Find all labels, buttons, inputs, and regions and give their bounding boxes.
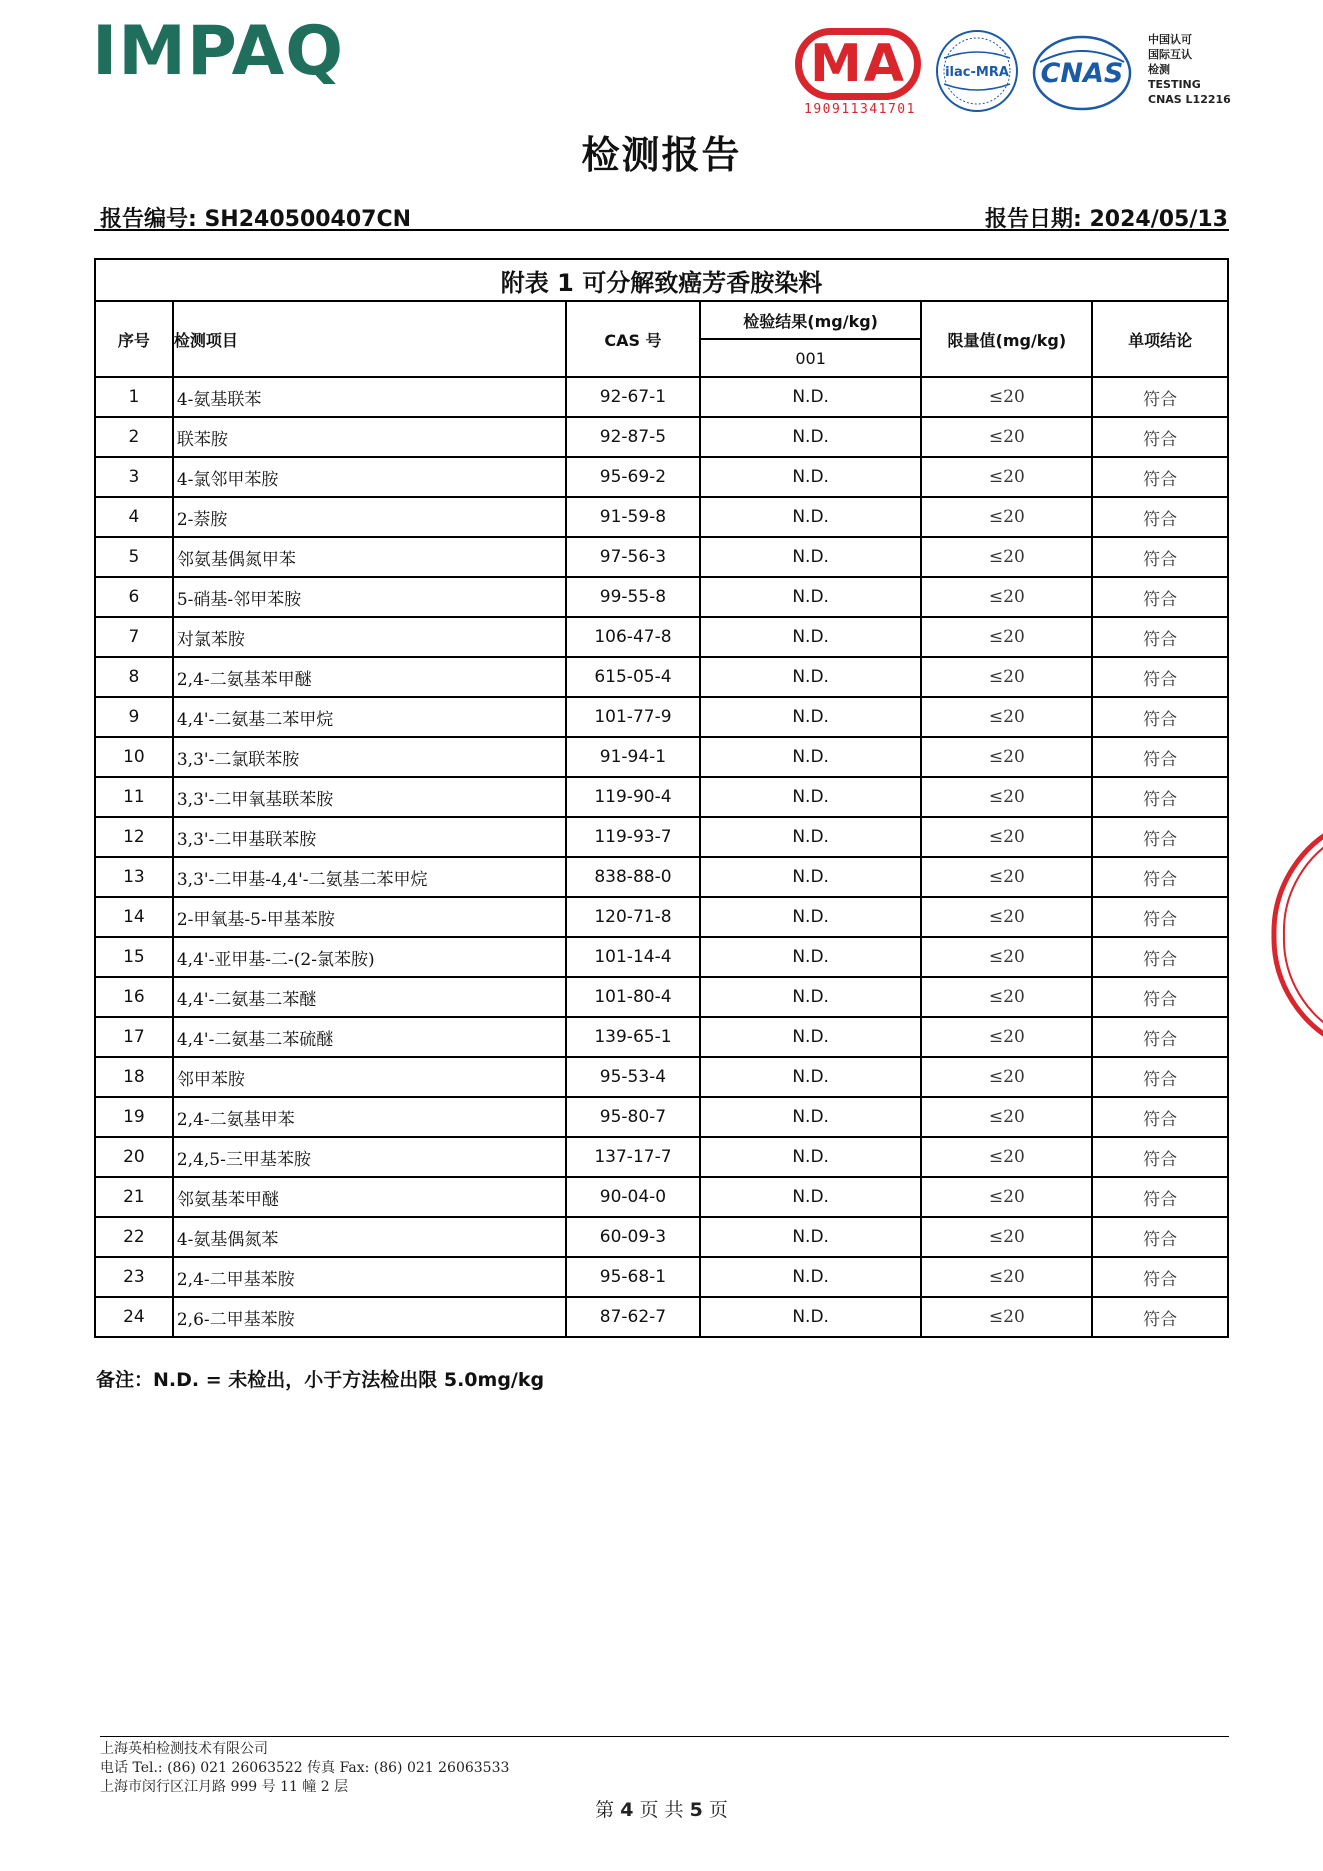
table-row [95, 737, 1228, 777]
table-row [95, 617, 1228, 657]
row-result: N.D. [700, 417, 922, 457]
header-seq: 序号 [95, 301, 173, 377]
table-row [95, 577, 1228, 617]
row-test-item: 联苯胺 [173, 417, 566, 457]
row-test-item: 2,4-二氨基苯甲醚 [173, 657, 566, 697]
table-row [95, 777, 1228, 817]
row-limit: ≤20 [921, 1297, 1092, 1337]
row-number: 12 [95, 817, 173, 857]
row-cas-number: 92-87-5 [566, 417, 700, 457]
row-limit: ≤20 [921, 657, 1092, 697]
row-number: 16 [95, 977, 173, 1017]
cnas-line: 检测 [1148, 63, 1170, 76]
impaq-logo [92, 12, 344, 91]
ilac-mra-mark [934, 28, 1020, 114]
row-number: 6 [95, 577, 173, 617]
row-conclusion: 符合 [1092, 617, 1228, 657]
row-cas-number: 87-62-7 [566, 1297, 700, 1337]
document-title: 检测报告 [581, 133, 742, 177]
row-number: 18 [95, 1057, 173, 1097]
row-cas-number: 97-56-3 [566, 537, 700, 577]
row-limit: ≤20 [921, 817, 1092, 857]
page-current: 4 [620, 1799, 634, 1821]
table-row [95, 537, 1228, 577]
row-result: N.D. [700, 1297, 922, 1337]
row-limit: ≤20 [921, 1177, 1092, 1217]
row-test-item: 2-萘胺 [173, 497, 566, 537]
row-result: N.D. [700, 857, 922, 897]
row-result: N.D. [700, 817, 922, 857]
row-cas-number: 101-80-4 [566, 977, 700, 1017]
row-conclusion: 符合 [1092, 577, 1228, 617]
row-conclusion: 符合 [1092, 1177, 1228, 1217]
table-row [95, 817, 1228, 857]
table-row [95, 377, 1228, 417]
row-conclusion: 符合 [1092, 697, 1228, 737]
row-limit: ≤20 [921, 1057, 1092, 1097]
row-number: 17 [95, 1017, 173, 1057]
header-sample-id: 001 [700, 339, 922, 377]
row-conclusion: 符合 [1092, 737, 1228, 777]
row-conclusion: 符合 [1092, 857, 1228, 897]
row-result: N.D. [700, 1217, 922, 1257]
row-cas-number: 95-69-2 [566, 457, 700, 497]
table-row [95, 1017, 1228, 1057]
row-test-item: 4-氯邻甲苯胺 [173, 457, 566, 497]
row-test-item: 3,3'-二甲氧基联苯胺 [173, 777, 566, 817]
page-total: 5 [689, 1799, 703, 1821]
row-result: N.D. [700, 977, 922, 1017]
row-test-item: 5-硝基-邻甲苯胺 [173, 577, 566, 617]
header-divider [94, 229, 1229, 231]
row-result: N.D. [700, 897, 922, 937]
header-item: 检测项目 [173, 301, 566, 377]
row-number: 15 [95, 937, 173, 977]
row-conclusion: 符合 [1092, 1057, 1228, 1097]
row-limit: ≤20 [921, 537, 1092, 577]
row-number: 10 [95, 737, 173, 777]
table-row [95, 1137, 1228, 1177]
row-cas-number: 60-09-3 [566, 1217, 700, 1257]
row-test-item: 2,6-二甲基苯胺 [173, 1297, 566, 1337]
table-row [95, 1257, 1228, 1297]
cma-label: MA [810, 34, 906, 94]
row-result: N.D. [700, 1017, 922, 1057]
row-conclusion: 符合 [1092, 377, 1228, 417]
row-result: N.D. [700, 617, 922, 657]
table-row [95, 1177, 1228, 1217]
row-result: N.D. [700, 537, 922, 577]
logo-text: IMPAQ [92, 12, 344, 91]
row-number: 4 [95, 497, 173, 537]
row-number: 21 [95, 1177, 173, 1217]
row-limit: ≤20 [921, 1097, 1092, 1137]
page-number [0, 1795, 1323, 1822]
row-test-item: 4-氨基联苯 [173, 377, 566, 417]
table-row [95, 937, 1228, 977]
row-conclusion: 符合 [1092, 1097, 1228, 1137]
row-cas-number: 91-94-1 [566, 737, 700, 777]
row-cas-number: 95-53-4 [566, 1057, 700, 1097]
header-cas: CAS 号 [566, 301, 700, 377]
row-result: N.D. [700, 1177, 922, 1217]
red-seal-stamp [1270, 820, 1323, 1050]
row-number: 9 [95, 697, 173, 737]
table-row [95, 497, 1228, 537]
cnas-line: CNAS L12216 [1148, 93, 1231, 106]
row-result: N.D. [700, 657, 922, 697]
table-row [95, 1217, 1228, 1257]
row-result: N.D. [700, 1097, 922, 1137]
row-limit: ≤20 [921, 497, 1092, 537]
report-number: 报告编号: SH240500407CN [100, 207, 412, 232]
row-cas-number: 91-59-8 [566, 497, 700, 537]
row-limit: ≤20 [921, 417, 1092, 457]
row-number: 19 [95, 1097, 173, 1137]
row-result: N.D. [700, 1137, 922, 1177]
row-limit: ≤20 [921, 1257, 1092, 1297]
row-limit: ≤20 [921, 697, 1092, 737]
row-test-item: 邻甲苯胺 [173, 1057, 566, 1097]
cnas-label: CNAS [1040, 58, 1124, 89]
row-cas-number: 95-80-7 [566, 1097, 700, 1137]
row-conclusion: 符合 [1092, 497, 1228, 537]
row-limit: ≤20 [921, 457, 1092, 497]
footer-divider [100, 1736, 1229, 1737]
row-cas-number: 106-47-8 [566, 617, 700, 657]
row-limit: ≤20 [921, 1017, 1092, 1057]
row-result: N.D. [700, 777, 922, 817]
footer [100, 1740, 509, 1797]
row-cas-number: 101-77-9 [566, 697, 700, 737]
cnas-mark [1032, 34, 1132, 112]
row-limit: ≤20 [921, 1217, 1092, 1257]
row-number: 7 [95, 617, 173, 657]
row-test-item: 4,4'-二氨基二苯甲烷 [173, 697, 566, 737]
row-number: 3 [95, 457, 173, 497]
table-row [95, 977, 1228, 1017]
table-row [95, 417, 1228, 457]
results-table [94, 258, 1229, 1338]
footnote: 备注：N.D. = 未检出，小于方法检出限 5.0mg/kg [96, 1369, 545, 1391]
row-result: N.D. [700, 937, 922, 977]
row-limit: ≤20 [921, 617, 1092, 657]
row-cas-number: 119-90-4 [566, 777, 700, 817]
footer-company: 上海英柏检测技术有限公司 [100, 1741, 268, 1757]
row-conclusion: 符合 [1092, 1017, 1228, 1057]
row-number: 2 [95, 417, 173, 457]
row-number: 1 [95, 377, 173, 417]
row-number: 24 [95, 1297, 173, 1337]
row-result: N.D. [700, 737, 922, 777]
row-conclusion: 符合 [1092, 1137, 1228, 1177]
row-cas-number: 95-68-1 [566, 1257, 700, 1297]
row-number: 22 [95, 1217, 173, 1257]
row-limit: ≤20 [921, 857, 1092, 897]
row-test-item: 邻氨基苯甲醚 [173, 1177, 566, 1217]
table-row [95, 1297, 1228, 1337]
table-body [95, 377, 1228, 1337]
cnas-line: 国际互认 [1148, 48, 1192, 61]
cma-number: 190911341701 [804, 102, 916, 117]
row-cas-number: 101-14-4 [566, 937, 700, 977]
row-number: 13 [95, 857, 173, 897]
table-row [95, 457, 1228, 497]
row-number: 8 [95, 657, 173, 697]
row-limit: ≤20 [921, 937, 1092, 977]
row-cas-number: 92-67-1 [566, 377, 700, 417]
row-result: N.D. [700, 1057, 922, 1097]
row-conclusion: 符合 [1092, 537, 1228, 577]
row-limit: ≤20 [921, 777, 1092, 817]
ilac-label: ilac-MRA [945, 65, 1009, 80]
cma-certification-mark [795, 28, 925, 120]
row-conclusion: 符合 [1092, 977, 1228, 1017]
row-test-item: 4-氨基偶氮苯 [173, 1217, 566, 1257]
cnas-line: 中国认可 [1148, 33, 1192, 46]
row-cas-number: 137-17-7 [566, 1137, 700, 1177]
row-result: N.D. [700, 377, 922, 417]
row-test-item: 3,3'-二氯联苯胺 [173, 737, 566, 777]
row-result: N.D. [700, 577, 922, 617]
row-result: N.D. [700, 457, 922, 497]
row-cas-number: 119-93-7 [566, 817, 700, 857]
row-test-item: 4,4'-二氨基二苯硫醚 [173, 1017, 566, 1057]
table-header-row [95, 301, 1228, 339]
row-conclusion: 符合 [1092, 657, 1228, 697]
table-row [95, 1057, 1228, 1097]
row-limit: ≤20 [921, 977, 1092, 1017]
row-cas-number: 139-65-1 [566, 1017, 700, 1057]
row-test-item: 3,3'-二甲基联苯胺 [173, 817, 566, 857]
header-limit: 限量值(mg/kg) [921, 301, 1092, 377]
row-conclusion: 符合 [1092, 897, 1228, 937]
row-cas-number: 615-05-4 [566, 657, 700, 697]
header-result: 检验结果(mg/kg) [700, 301, 922, 339]
row-test-item: 4,4'-亚甲基-二-(2-氯苯胺) [173, 937, 566, 977]
table-row [95, 857, 1228, 897]
row-number: 23 [95, 1257, 173, 1297]
row-number: 14 [95, 897, 173, 937]
row-conclusion: 符合 [1092, 1217, 1228, 1257]
footer-address: 上海市闵行区江月路 999 号 11 幢 2 层 [100, 1779, 349, 1795]
row-limit: ≤20 [921, 737, 1092, 777]
row-number: 20 [95, 1137, 173, 1177]
table-row [95, 1097, 1228, 1137]
footer-contact: 电话 Tel.: (86) 021 26063522 传真 Fax: (86) 021 26063533 [100, 1760, 510, 1776]
row-test-item: 邻氨基偶氮甲苯 [173, 537, 566, 577]
row-conclusion: 符合 [1092, 937, 1228, 977]
row-result: N.D. [700, 497, 922, 537]
row-test-item: 2,4-二氨基甲苯 [173, 1097, 566, 1137]
page-suffix: 页 [708, 1799, 728, 1821]
report-date: 报告日期: 2024/05/13 [985, 207, 1228, 232]
table-row [95, 897, 1228, 937]
row-conclusion: 符合 [1092, 457, 1228, 497]
header-conclusion: 单项结论 [1092, 301, 1228, 377]
page-prefix: 第 [595, 1799, 615, 1821]
row-test-item: 2,4-二甲基苯胺 [173, 1257, 566, 1297]
row-limit: ≤20 [921, 577, 1092, 617]
row-test-item: 对氯苯胺 [173, 617, 566, 657]
row-cas-number: 99-55-8 [566, 577, 700, 617]
row-limit: ≤20 [921, 897, 1092, 937]
page-mid: 页 共 [639, 1799, 684, 1821]
row-conclusion: 符合 [1092, 417, 1228, 457]
row-cas-number: 838-88-0 [566, 857, 700, 897]
row-limit: ≤20 [921, 377, 1092, 417]
row-conclusion: 符合 [1092, 777, 1228, 817]
row-test-item: 4,4'-二氨基二苯醚 [173, 977, 566, 1017]
cnas-accreditation-text [1148, 32, 1231, 107]
table-row [95, 657, 1228, 697]
row-conclusion: 符合 [1092, 817, 1228, 857]
row-test-item: 2-甲氧基-5-甲基苯胺 [173, 897, 566, 937]
row-result: N.D. [700, 697, 922, 737]
row-limit: ≤20 [921, 1137, 1092, 1177]
row-conclusion: 符合 [1092, 1297, 1228, 1337]
table-row [95, 697, 1228, 737]
row-number: 5 [95, 537, 173, 577]
cnas-line: TESTING [1148, 78, 1201, 91]
row-test-item: 2,4,5-三甲基苯胺 [173, 1137, 566, 1177]
row-cas-number: 120-71-8 [566, 897, 700, 937]
row-result: N.D. [700, 1257, 922, 1297]
row-cas-number: 90-04-0 [566, 1177, 700, 1217]
row-test-item: 3,3'-二甲基-4,4'-二氨基二苯甲烷 [173, 857, 566, 897]
table-title: 附表 1 可分解致癌芳香胺染料 [95, 259, 1228, 301]
row-number: 11 [95, 777, 173, 817]
row-conclusion: 符合 [1092, 1257, 1228, 1297]
